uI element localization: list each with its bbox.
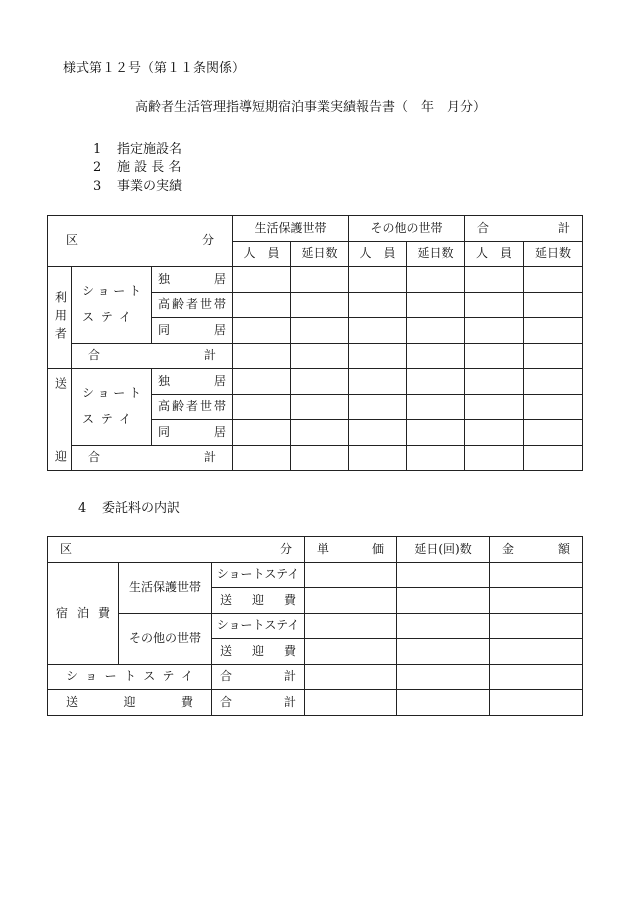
row-cohabit: 同 居 xyxy=(152,420,233,446)
row-single: 独 居 xyxy=(152,267,233,293)
section-number: 1 xyxy=(93,142,102,157)
subheader-days: 延日数 xyxy=(524,242,583,267)
label-lodging-fee: 宿泊費 xyxy=(48,563,119,665)
label-transport: 送迎 xyxy=(48,369,72,471)
header-kubun xyxy=(48,216,233,267)
row-subtotal-users: 合 計 xyxy=(72,344,233,369)
short-stay-line2: ステイ xyxy=(82,310,131,324)
section-commission-breakdown xyxy=(78,497,180,516)
form-number: 様式第１２号（第１１条関係） xyxy=(63,61,246,76)
header-other: その他の世帯 xyxy=(349,216,465,242)
row-transport-total: 合 計 xyxy=(212,690,305,716)
short-stay-line1: ショート xyxy=(82,284,141,299)
header-welfare: 生活保護世帯 xyxy=(233,216,349,242)
section-label: 施 設 長 名 xyxy=(117,160,182,175)
label-welfare-household: 生活保護世帯 xyxy=(119,563,212,614)
section-number: 2 xyxy=(93,160,102,175)
subheader-persons: 人 員 xyxy=(465,242,524,267)
subheader-days: 延日数 xyxy=(291,242,349,267)
commission-table xyxy=(47,536,583,716)
row-single: 独 居 xyxy=(152,369,233,395)
results-table xyxy=(47,215,583,471)
header-unit-price: 単 価 xyxy=(305,537,397,563)
section-results xyxy=(93,175,182,194)
subheader-persons: 人 員 xyxy=(349,242,407,267)
subheader-days: 延日数 xyxy=(407,242,465,267)
row-cohabit: 同 居 xyxy=(152,318,233,344)
label-short-stay xyxy=(72,267,152,344)
row-transport-total-label: 送 迎 費 xyxy=(48,690,212,716)
section-director-name xyxy=(93,156,181,175)
row-elderly-household: 高齢者世帯 xyxy=(152,293,233,318)
label-other-household: その他の世帯 xyxy=(119,614,212,665)
row-elderly-household: 高齢者世帯 xyxy=(152,395,233,420)
document-title: 高齢者生活管理指導短期宿泊事業実績報告書（ 年 月分） xyxy=(135,100,487,115)
section-number: 3 xyxy=(93,179,102,194)
row-transport-fee: 送 迎 費 xyxy=(212,588,305,614)
header-total: 合 計 xyxy=(465,216,583,242)
row-transport-fee: 送 迎 費 xyxy=(212,639,305,665)
section-label: 委託料の内訳 xyxy=(102,501,181,516)
section-number: 4 xyxy=(78,501,87,516)
subheader-persons: 人 員 xyxy=(233,242,291,267)
section-label: 指定施設名 xyxy=(117,142,183,157)
row-subtotal-transport: 合 計 xyxy=(72,446,233,471)
row-short-stay: ショートステイ xyxy=(212,563,305,588)
header-kubun-right: 分 xyxy=(201,233,214,248)
section-facility-name xyxy=(93,138,182,157)
row-short-stay-total-label: ショートステイ xyxy=(48,665,212,690)
label-short-stay xyxy=(72,369,152,446)
section-label: 事業の実績 xyxy=(117,179,183,194)
short-stay-line1: ショート xyxy=(82,386,141,401)
row-short-stay-total: 合 計 xyxy=(212,665,305,690)
header-count: 延日(回)数 xyxy=(397,537,490,563)
header-amount: 金 額 xyxy=(490,537,583,563)
header-kubun: 区 分 xyxy=(48,537,305,563)
header-kubun-left: 区 xyxy=(66,233,79,248)
row-short-stay: ショートステイ xyxy=(212,614,305,639)
short-stay-line2: ステイ xyxy=(82,412,131,426)
label-users: 利用者 xyxy=(48,267,72,369)
